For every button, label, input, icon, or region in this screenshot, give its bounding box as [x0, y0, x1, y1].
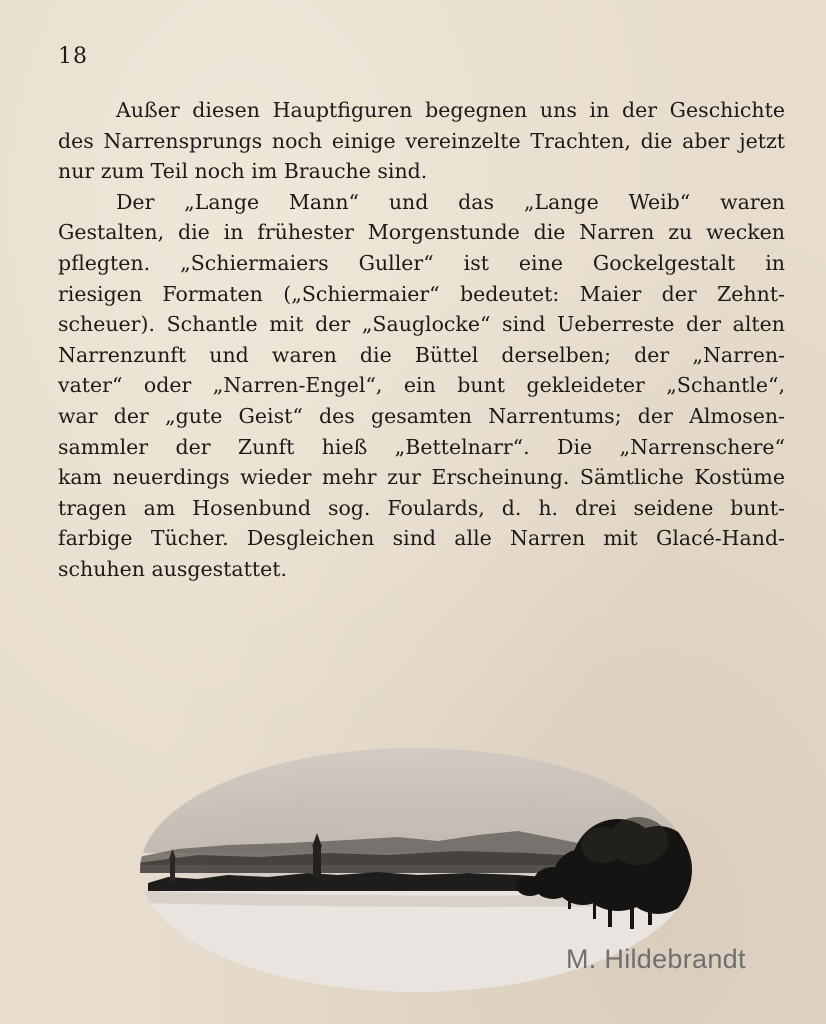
text-line: Gestalten, die in frühester Morgenstunde die Narren zu wecken	[58, 220, 785, 245]
text-line: war der „gute Geist“ des gesamten Narrentums; der Almosen-	[58, 403, 785, 428]
text-line: Der „Lange Mann“ und das „Lange Weib“ waren	[116, 189, 785, 214]
text-line: des Narrensprungs noch einige vereinzelte Trachten, die aber jetzt	[58, 128, 785, 153]
text-line: Außer diesen Hauptfiguren begegnen uns in der Geschichte	[116, 98, 785, 122]
paragraph-1	[58, 95, 785, 187]
body-text	[58, 95, 785, 585]
text-line: riesigen Formaten („Schiermaier“ bedeutet: Maier der Zehnt-	[58, 281, 785, 306]
photographer-credit: M. Hildebrandt	[566, 944, 746, 974]
text-line: scheuer). Schantle mit der „Sauglocke“ sind Ueberreste der alten	[58, 312, 785, 337]
text-line: kam neuerdings wieder mehr zur Erscheinung. Sämtliche Kostüme	[58, 465, 785, 490]
text-line: Narrenzunft und waren die Büttel derselben; der „Narren-	[58, 342, 785, 367]
text-line: tragen am Hosenbund sog. Foulards, d. h. drei seidene bunt-	[58, 495, 785, 520]
text-line: pflegten. „Schiermaiers Guller“ ist eine Gockelgestalt in	[58, 250, 785, 275]
text-line: schuhen ausgestattet.	[58, 556, 288, 581]
text-line: nur zum Teil noch im Brauche sind.	[58, 159, 428, 184]
text-line: farbige Tücher. Desgleichen sind alle Narren mit Glacé-Hand-	[58, 526, 785, 551]
text-line: vater“ oder „Narren-Engel“, ein bunt gekleideter „Schantle“,	[58, 373, 785, 398]
paragraph-2	[58, 187, 785, 585]
text-line: sammler der Zunft hieß „Bettelnarr“. Die „Narrenschere“	[58, 434, 785, 459]
page-number: 18	[58, 44, 88, 69]
